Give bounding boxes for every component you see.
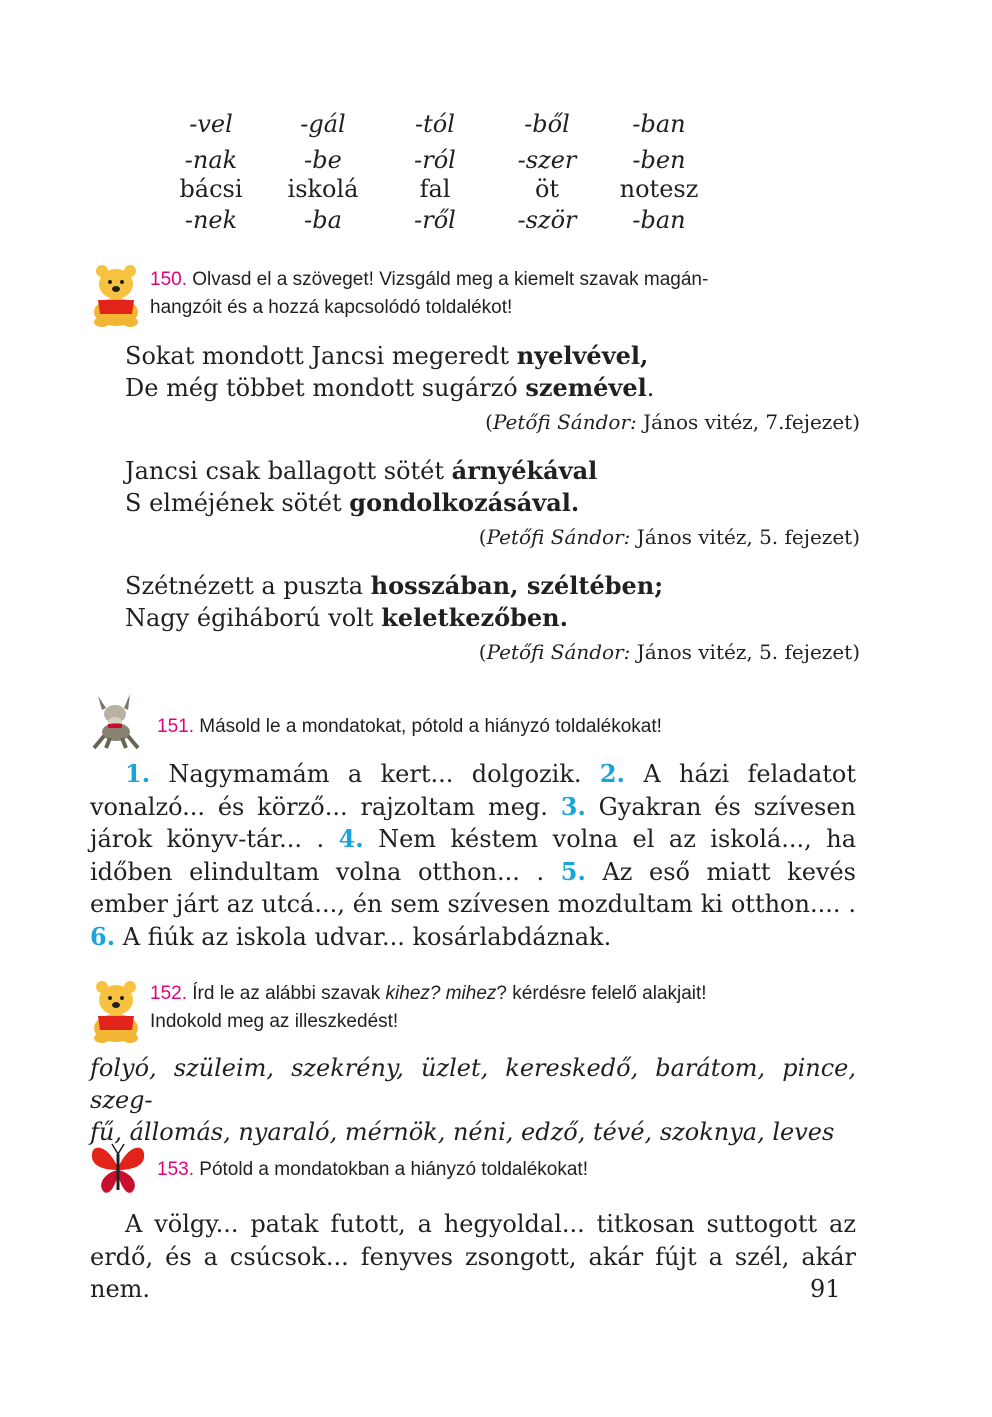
- poem-line: De még többet mondott sugárzó szemével.: [125, 373, 655, 402]
- sentence-number: 4.: [338, 824, 364, 853]
- suffix-cell: -ról: [414, 146, 456, 174]
- stem-cell: öt: [534, 175, 560, 203]
- suffix-table: [155, 108, 715, 236]
- exercise-150-instruction: [150, 266, 860, 322]
- stem-cell: iskolá: [287, 175, 359, 203]
- sentence-number: 5.: [560, 856, 586, 886]
- exercise-151-instruction: [157, 713, 857, 741]
- exercise-153-instruction: [157, 1156, 857, 1184]
- poem-1: [125, 340, 860, 438]
- word-list: folyó, szüleim, szekrény, üzlet, kereskedő, barátom, pince, szeg- fű, állomás, nyaraló, mérnök, néni, edző, tévé, szoknya, leves: [90, 1054, 856, 1146]
- highlighted-word: hosszában, széltében;: [370, 571, 664, 600]
- suffix-row-1: [155, 108, 715, 140]
- exercise-151-text: 1. Nagymamám a kert... dolgozik. 2. A házi feladatot vonalzó... és körző... rajzoltam meg. 3. Gyakran és szívesen járok könyv-tár... . 4. Nem késtem volna el az iskolá..., ha időben elindultam volna otthon... . 5. Az eső miatt kevés ember járt az utcá..., én sem szívesen mozdultam ki otthon.... . 6. A fiúk az iskola udvar... kosárlabdáznak.: [90, 759, 856, 951]
- suffix-cell: -tól: [415, 110, 455, 138]
- poem-line: Nagy égiháború volt keletkezőben.: [125, 603, 568, 632]
- highlighted-word: nyelvével,: [516, 341, 649, 370]
- suffix-cell: -ből: [524, 110, 570, 138]
- exercise-152-instruction: 152. Írd le az alábbi szavak kihez? mihez? kérdésre felelő alakjait! Indokold meg az illeszkedést!: [150, 980, 860, 1036]
- poem-3: [125, 570, 860, 668]
- suffix-row-2: [155, 146, 715, 174]
- highlighted-word: árnyékával: [451, 456, 598, 485]
- poem-line: Szétnézett a puszta hosszában, széltében;: [125, 571, 664, 600]
- highlighted-word: keletkezőben.: [381, 603, 568, 632]
- suffix-cell: -ban: [632, 206, 686, 234]
- exercise-number: 151.: [157, 716, 194, 737]
- highlighted-word: szemével: [525, 373, 647, 402]
- sentence-number: 3.: [560, 791, 586, 821]
- citation: (Petőfi Sándor: János vitéz, 5. fejezet): [478, 640, 860, 664]
- suffix-cell: -be: [304, 146, 342, 174]
- suffix-cell: -ben: [632, 146, 686, 174]
- suffix-row-4: [155, 204, 715, 236]
- sentence-number: 2.: [599, 759, 625, 788]
- donkey-icon: [88, 692, 146, 750]
- page-number: 91: [810, 1275, 841, 1303]
- instruction-text: Másold le a mondatokat, pótold a hiányzó toldalékokat!: [199, 716, 662, 737]
- suffix-cell: -ban: [632, 110, 686, 138]
- suffix-cell: -nek: [184, 206, 238, 234]
- suffix-cell: -ről: [414, 206, 456, 234]
- suffix-cell: -vel: [189, 110, 233, 138]
- citation: (Petőfi Sándor: János vitéz, 5. fejezet): [478, 525, 860, 549]
- stem-cell: fal: [419, 175, 451, 203]
- citation: (Petőfi Sándor: János vitéz, 7.fejezet): [485, 410, 860, 434]
- poem-2: [125, 455, 860, 553]
- poem-line: S elméjének sötét gondolkozásával.: [125, 488, 580, 517]
- exercise-number: 152.: [150, 983, 187, 1004]
- instruction-text: hangzóit és a hozzá kapcsolódó toldalékot!: [150, 297, 513, 318]
- suffix-cell: -gál: [300, 110, 346, 138]
- exercise-number: 150.: [150, 269, 187, 290]
- sentence-number: 6.: [90, 921, 116, 951]
- exercise-number: 153.: [157, 1159, 194, 1180]
- poem-line: Sokat mondott Jancsi megeredt nyelvével,: [125, 341, 649, 370]
- bear-icon: [88, 978, 144, 1044]
- stem-cell: bácsi: [179, 175, 243, 203]
- stem-cell: notesz: [619, 175, 699, 203]
- suffix-cell: -ba: [304, 206, 342, 234]
- sentence-number: 1.: [125, 759, 151, 788]
- instruction-text: Olvasd el a szöveget! Vizsgáld meg a kiemelt szavak magán-: [192, 269, 709, 290]
- bear-icon: [88, 262, 144, 328]
- poem-line: Jancsi csak ballagott sötét árnyékával: [125, 456, 598, 485]
- highlighted-word: gondolkozásával.: [349, 488, 580, 517]
- instruction-text: Indokold meg az illeszkedést!: [150, 1011, 399, 1032]
- suffix-cell: -ször: [517, 206, 577, 234]
- suffix-row-3: [155, 174, 715, 204]
- instruction-text: Pótold a mondatokban a hiányzó toldalékokat!: [199, 1159, 588, 1180]
- suffix-cell: -nak: [184, 146, 238, 174]
- suffix-cell: -szer: [517, 146, 577, 174]
- butterfly-icon: [88, 1140, 148, 1198]
- exercise-153-text: A völgy... patak futott, a hegyoldal... titkosan suttogott az erdő, és a csúcsok... fenyves zsongott, akár fújt a szél, akár nem.: [90, 1210, 856, 1303]
